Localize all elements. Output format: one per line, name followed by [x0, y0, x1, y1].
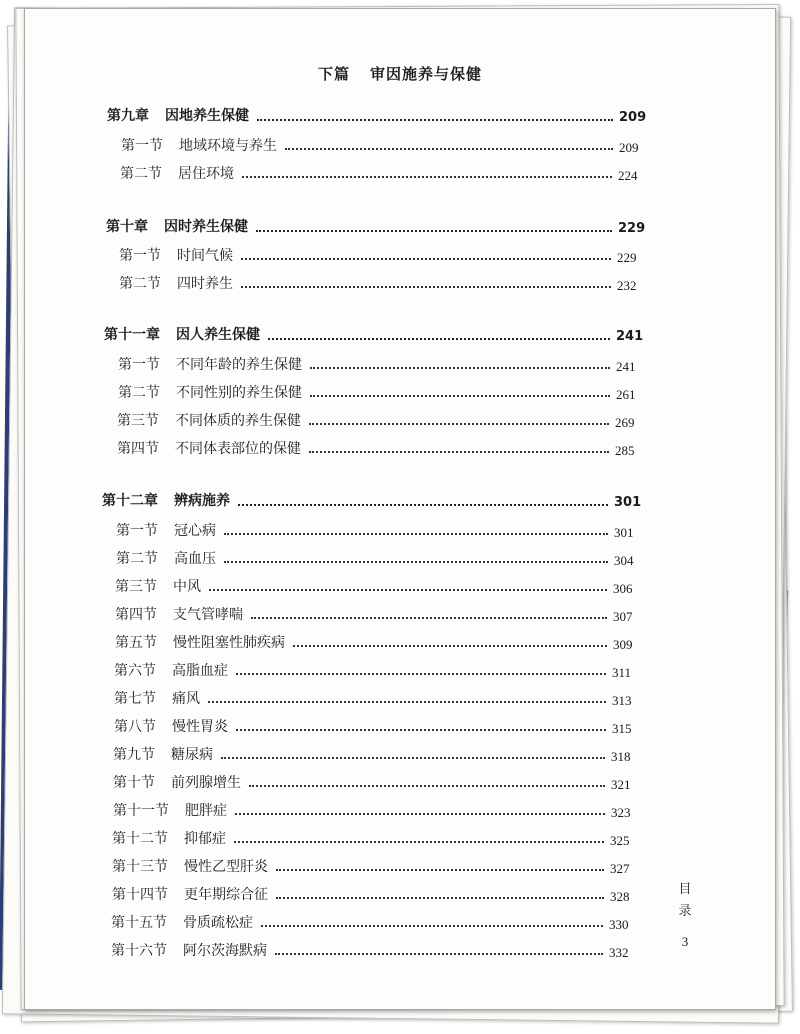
toc-section-entry[interactable] — [25, 521, 775, 545]
side-running-label — [677, 879, 693, 953]
toc-section-entry[interactable] — [25, 605, 775, 629]
toc-page-number: 328 — [610, 889, 630, 904]
toc-entry-number: 第十三节 — [112, 859, 168, 875]
toc-leader-dots — [234, 841, 604, 843]
toc-entry-label — [102, 491, 230, 511]
toc-entry-title: 辨病施养 — [174, 493, 230, 509]
part-title — [25, 63, 775, 84]
toc-entry-label — [111, 941, 267, 961]
toc-entry-number: 第一节 — [116, 523, 158, 539]
toc-entry-title: 慢性乙型肝炎 — [184, 859, 268, 875]
toc-section-entry[interactable] — [25, 246, 775, 270]
toc-page-number: 318 — [611, 749, 631, 764]
toc-page-number: 229 — [617, 250, 637, 265]
toc-entry-number: 第十一节 — [113, 803, 169, 819]
toc-leader-dots — [293, 645, 607, 647]
toc-entry-title: 高血压 — [174, 551, 216, 567]
toc-leader-dots — [209, 589, 607, 591]
toc-entry-title: 因地养生保健 — [165, 108, 249, 124]
toc-entry-title: 不同体表部位的保健 — [175, 441, 301, 457]
toc-entry-label — [115, 633, 285, 653]
toc-section-entry[interactable] — [25, 411, 775, 435]
toc-entry-label — [119, 274, 233, 294]
toc-section-entry[interactable] — [25, 857, 775, 881]
toc-entry-label — [118, 383, 302, 403]
toc-page-number: 315 — [612, 721, 632, 736]
toc-entry-number: 第九节 — [113, 747, 155, 763]
toc-chapter-entry[interactable] — [25, 217, 775, 241]
toc-section-entry[interactable] — [25, 355, 775, 379]
toc-section-entry[interactable] — [25, 577, 775, 601]
toc-page-number: 209 — [619, 110, 647, 125]
toc-entry-title: 居住环境 — [178, 166, 234, 182]
toc-leader-dots — [310, 367, 610, 369]
toc-entry-number: 第三节 — [117, 413, 159, 429]
toc-page-number: 301 — [614, 495, 642, 510]
toc-section-entry[interactable] — [25, 549, 775, 573]
toc-entry-title: 阿尔茨海默病 — [183, 943, 267, 959]
toc-entry-title: 不同体质的养生保健 — [175, 413, 301, 429]
toc-entry-number: 第十节 — [113, 775, 155, 791]
toc-page-number: 209 — [619, 140, 639, 155]
toc-leader-dots — [241, 286, 611, 288]
toc-leader-dots — [208, 701, 606, 703]
toc-leader-dots — [310, 395, 610, 397]
toc-leader-dots — [256, 230, 612, 232]
toc-page-number: 323 — [611, 805, 631, 820]
toc-page-number: 269 — [615, 415, 635, 430]
toc-page-number: 325 — [610, 833, 630, 848]
toc-entry-title: 因时养生保健 — [164, 219, 248, 235]
toc-entry-label — [112, 829, 226, 849]
part-title-prefix: 下篇 — [317, 65, 350, 83]
toc-entry-title: 不同年龄的养生保健 — [176, 357, 302, 373]
toc-entry-title: 时间气候 — [177, 248, 233, 264]
toc-page-number: 301 — [614, 525, 634, 540]
toc-entry-label — [116, 549, 216, 569]
toc-entry-label — [107, 106, 249, 126]
toc-leader-dots — [236, 729, 606, 731]
toc-entry-label — [111, 913, 253, 933]
toc-section-entry[interactable] — [25, 717, 775, 741]
toc-section-entry[interactable] — [25, 885, 775, 909]
toc-entry-label — [104, 325, 260, 345]
toc-leader-dots — [241, 258, 611, 260]
toc-chapter-entry[interactable] — [25, 106, 775, 130]
toc-page-number: 307 — [613, 609, 633, 624]
toc-page-number: 313 — [612, 693, 632, 708]
toc-leader-dots — [276, 897, 604, 899]
toc-entry-label — [114, 661, 228, 681]
toc-entry-label — [114, 689, 200, 709]
toc-entry-title: 四时养生 — [177, 276, 233, 292]
toc-page — [24, 8, 776, 1010]
toc-entry-title: 冠心病 — [174, 523, 216, 539]
toc-entry-number: 第十二节 — [112, 831, 168, 847]
toc-leader-dots — [249, 785, 605, 787]
toc-entry-title: 肥胖症 — [185, 803, 227, 819]
toc-entry-label — [106, 217, 248, 237]
toc-entry-number: 第九章 — [107, 108, 149, 124]
toc-entry-title: 地域环境与养生 — [179, 138, 277, 154]
toc-chapter-entry[interactable] — [25, 491, 775, 515]
toc-entry-number: 第一节 — [121, 138, 163, 154]
toc-entry-label — [115, 577, 201, 597]
toc-leader-dots — [251, 617, 607, 619]
toc-entry-number: 第六节 — [114, 663, 156, 679]
toc-entry-label — [117, 439, 301, 459]
toc-section-entry[interactable] — [25, 383, 775, 407]
toc-section-entry[interactable] — [25, 689, 775, 713]
toc-entry-label — [121, 136, 277, 156]
toc-page-number: 241 — [616, 359, 636, 374]
toc-entry-title: 慢性阻塞性肺疾病 — [173, 635, 285, 651]
side-label-char: 录 — [678, 904, 692, 919]
toc-leader-dots — [275, 953, 603, 955]
toc-page-number: 309 — [613, 637, 633, 652]
toc-entry-number: 第十一章 — [104, 327, 160, 343]
toc-entry-number: 第四节 — [115, 607, 157, 623]
toc-leader-dots — [236, 673, 606, 675]
toc-entry-number: 第一节 — [119, 248, 161, 264]
toc-entry-label — [112, 885, 268, 905]
toc-section-entry[interactable] — [25, 745, 775, 769]
toc-page-number: 327 — [610, 861, 630, 876]
toc-section-entry[interactable] — [25, 164, 775, 188]
toc-entry-label — [119, 246, 233, 266]
toc-section-entry[interactable] — [25, 274, 775, 298]
toc-leader-dots — [221, 757, 605, 759]
toc-leader-dots — [268, 338, 610, 340]
toc-entry-number: 第八节 — [114, 719, 156, 735]
toc-entry-number: 第五节 — [115, 635, 157, 651]
toc-entry-title: 骨质疏松症 — [183, 915, 253, 931]
toc-entry-number: 第十四节 — [112, 887, 168, 903]
toc-page-number: 285 — [615, 443, 635, 458]
toc-page-number: 224 — [618, 168, 638, 183]
toc-section-entry[interactable] — [25, 633, 775, 657]
toc-entry-title: 更年期综合征 — [184, 887, 268, 903]
toc-entry-label — [112, 857, 268, 877]
toc-leader-dots — [224, 533, 608, 535]
page-number: 3 — [681, 934, 689, 949]
toc-entry-number: 第七节 — [114, 691, 156, 707]
toc-section-entry[interactable] — [25, 941, 775, 965]
toc-entry-label — [115, 605, 243, 625]
toc-page-number: 332 — [609, 945, 629, 960]
toc-entry-number: 第四节 — [117, 441, 159, 457]
toc-page-number: 306 — [613, 581, 633, 596]
toc-section-entry[interactable] — [25, 661, 775, 685]
toc-entry-title: 抑郁症 — [184, 831, 226, 847]
toc-leader-dots — [309, 451, 609, 453]
toc-page-number: 321 — [611, 777, 631, 792]
toc-entry-label — [113, 773, 241, 793]
side-label-char: 目 — [678, 882, 692, 897]
toc-leader-dots — [261, 925, 603, 927]
toc-section-entry[interactable] — [25, 801, 775, 825]
toc-entry-title: 支气管哮喘 — [173, 607, 243, 623]
toc-entry-title: 前列腺增生 — [171, 775, 241, 791]
toc-entry-label — [113, 745, 213, 765]
toc-section-entry[interactable] — [25, 439, 775, 463]
toc-page-number: 261 — [616, 387, 636, 402]
toc-entry-label — [114, 717, 228, 737]
toc-leader-dots — [238, 504, 608, 506]
toc-entry-title: 不同性别的养生保健 — [176, 385, 302, 401]
toc-entry-label — [113, 801, 227, 821]
toc-section-entry[interactable] — [25, 773, 775, 797]
toc-entry-label — [120, 164, 234, 184]
toc-section-entry[interactable] — [25, 136, 775, 160]
toc-entry-label — [116, 521, 216, 541]
toc-page-number: 311 — [612, 665, 632, 680]
toc-leader-dots — [257, 119, 613, 121]
toc-entry-number: 第二节 — [120, 166, 162, 182]
toc-page-number: 330 — [609, 917, 629, 932]
toc-leader-dots — [309, 423, 609, 425]
part-title-name: 审因施养与保健 — [370, 65, 483, 83]
toc-section-entry[interactable] — [25, 829, 775, 853]
toc-entry-label — [118, 355, 302, 375]
toc-entry-title: 痛风 — [172, 691, 200, 707]
toc-entry-number: 第一节 — [118, 357, 160, 373]
toc-page-number: 232 — [617, 278, 637, 293]
toc-leader-dots — [276, 869, 604, 871]
toc-entry-number: 第二节 — [116, 551, 158, 567]
toc-chapter-entry[interactable] — [25, 325, 775, 349]
toc-page-number: 304 — [614, 553, 634, 568]
toc-leader-dots — [235, 813, 605, 815]
toc-entry-number: 第十六节 — [111, 943, 167, 959]
toc-leader-dots — [285, 148, 613, 150]
toc-entry-number: 第十章 — [106, 219, 148, 235]
toc-entry-title: 高脂血症 — [172, 663, 228, 679]
toc-leader-dots — [224, 561, 608, 563]
toc-entry-number: 第二节 — [118, 385, 160, 401]
toc-entry-number: 第二节 — [119, 276, 161, 292]
toc-leader-dots — [242, 176, 612, 178]
toc-section-entry[interactable] — [25, 913, 775, 937]
toc-entry-number: 第三节 — [115, 579, 157, 595]
toc-entry-label — [117, 411, 301, 431]
toc-page-number: 241 — [616, 329, 644, 344]
toc-entry-number: 第十五节 — [111, 915, 167, 931]
toc-entry-title: 因人养生保健 — [176, 327, 260, 343]
toc-page-number: 229 — [618, 221, 646, 236]
toc-entry-title: 慢性胃炎 — [172, 719, 228, 735]
toc-entry-title: 糖尿病 — [171, 747, 213, 763]
toc-entry-title: 中风 — [173, 579, 201, 595]
toc-entry-number: 第十二章 — [102, 493, 158, 509]
